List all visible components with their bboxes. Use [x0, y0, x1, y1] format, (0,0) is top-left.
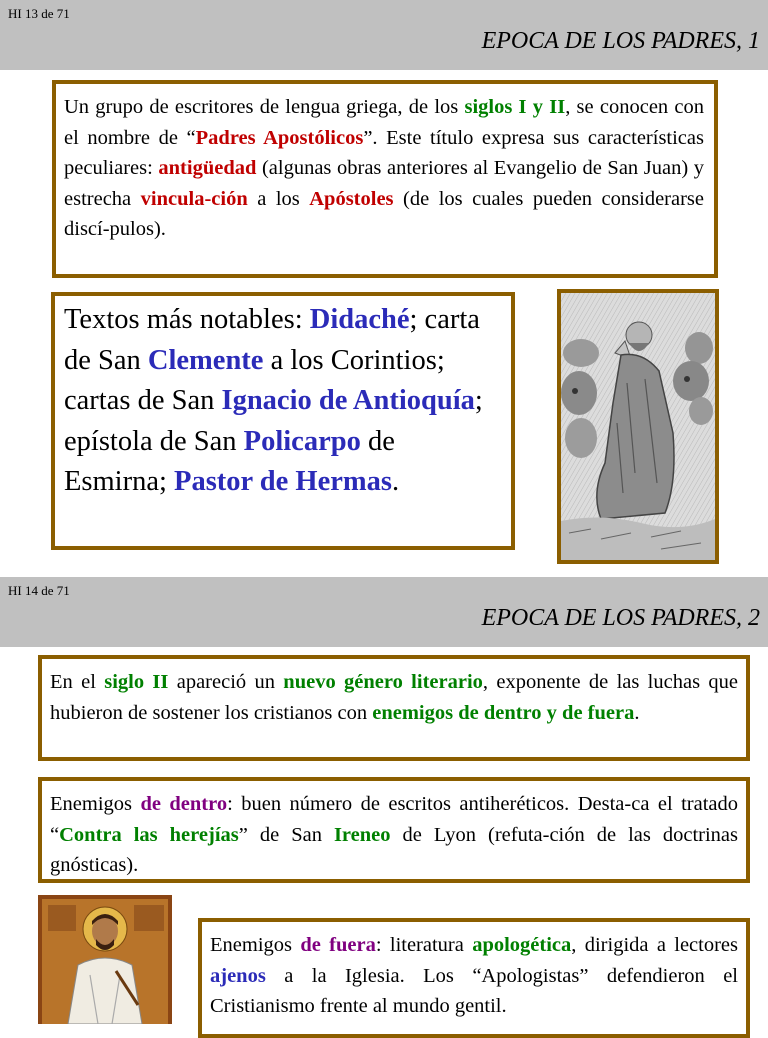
highlight-term: Ireneo — [333, 823, 391, 846]
slide-header — [0, 0, 768, 70]
enemies-inside-text — [50, 789, 738, 881]
enemies-inside-box — [38, 777, 750, 883]
highlight-term: Contra las herejías — [59, 823, 239, 846]
text-run: , exponente de las luchas que hubieron de sostener los cristianos con — [50, 671, 738, 724]
notable-texts-box — [51, 292, 515, 550]
text-run: de Lyon (refuta-ción de las doctrinas gnósticas). — [50, 823, 739, 876]
highlight-term: Clemente — [147, 344, 264, 376]
highlight-term: Apóstoles — [309, 187, 394, 210]
highlight-term: Didaché — [309, 304, 410, 335]
highlight-term: Policarpo — [243, 425, 361, 457]
text-run: a los Corintios; cartas de San — [64, 344, 445, 416]
slide-counter: HI 13 de 71 — [8, 6, 70, 21]
slide-14 — [0, 577, 768, 1024]
text-run: Un grupo de escritores de lengua griega, de los — [64, 96, 465, 118]
highlight-term: Pastor de Hermas — [174, 466, 392, 497]
text-run: Enemigos — [210, 934, 301, 956]
text-run: , se conocen con el nombre de “ — [64, 96, 704, 149]
text-run: (algunas obras anteriores al Evangelio de San Juan) y estrecha — [64, 157, 705, 210]
enemies-outside-box — [198, 918, 750, 1038]
text-run: Textos más notables: — [64, 304, 310, 335]
intro-box — [52, 80, 718, 278]
text-run: En el — [50, 671, 105, 693]
highlight-term: de dentro — [140, 793, 228, 815]
highlight-term: enemigos de dentro y de fuera — [372, 701, 635, 724]
highlight-term: nuevo género literario — [283, 671, 483, 693]
highlight-term: antigüedad — [158, 157, 257, 179]
slide-header — [0, 577, 768, 647]
icon-painting — [38, 895, 172, 1024]
highlight-term: ajenos — [210, 964, 266, 987]
text-run: ; carta de San — [64, 304, 480, 376]
text-run: : buen número de escritos antiheréticos. Desta-ca el tratado “ — [50, 793, 738, 846]
text-run: , dirigida a lectores — [571, 934, 738, 956]
notable-texts — [64, 300, 503, 503]
slide-title: EPOCA DE LOS PADRES, 1 — [481, 28, 760, 54]
text-run: a la Iglesia. Los “Apologistas” defendieron el Cristianismo frente al mundo gentil. — [210, 964, 738, 1017]
text-run: : literatura — [375, 934, 473, 956]
text-run: . — [391, 466, 400, 497]
highlight-term: de fuera — [300, 934, 376, 956]
enemies-outside-text — [210, 930, 738, 1022]
highlight-term: vincula-ción — [140, 187, 248, 210]
text-run: ; epístola de San — [64, 385, 483, 457]
text-run: de Esmirna; — [64, 425, 395, 497]
text-run: ” de San — [238, 823, 334, 846]
highlight-term: Ignacio de Antioquía — [221, 385, 475, 416]
intro-text — [64, 92, 704, 245]
saint-with-lions-image — [557, 289, 719, 564]
highlight-term: Padres Apostólicos — [195, 126, 364, 149]
saint-icon-image — [38, 895, 172, 1024]
intro-box — [38, 655, 750, 761]
highlight-term: siglo II — [104, 671, 169, 693]
text-run: apareció un — [168, 671, 284, 693]
slide-title: EPOCA DE LOS PADRES, 2 — [481, 605, 760, 631]
text-run: Enemigos — [50, 793, 141, 815]
highlight-term: siglos I y II — [464, 96, 566, 118]
highlight-term: apologética — [472, 934, 572, 956]
slide-counter: HI 14 de 71 — [8, 583, 70, 598]
text-run: . — [634, 701, 640, 724]
text-run: a los — [247, 187, 310, 210]
intro-text — [50, 667, 738, 728]
text-run: (de los cuales pueden considerarse discí-pulos). — [64, 187, 704, 240]
text-run: ”. Este título expresa sus características peculiares: — [64, 126, 704, 179]
engraving-illustration — [561, 293, 715, 560]
